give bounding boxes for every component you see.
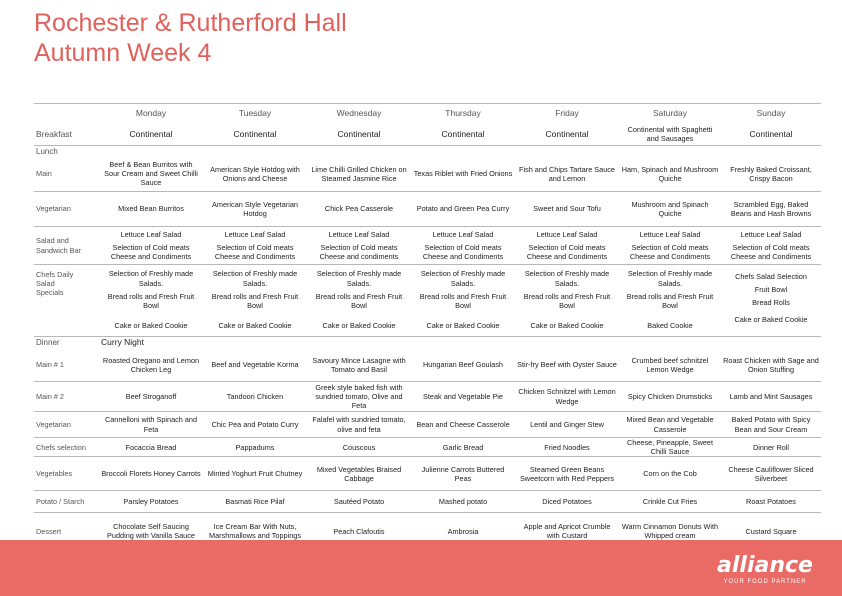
menu-cell: American Style Vegetarian Hotdog <box>203 192 307 227</box>
cell-line: Lettuce Leaf Salad <box>120 229 182 239</box>
cell-line: Bread Rolls <box>752 298 790 308</box>
dinner-main1-row <box>34 349 821 382</box>
menu-cell: Ice Cream Bar With Nuts, Marshmallows and Toppings <box>203 513 307 549</box>
menu-cell: Roast Chicken with Sage and Onion Stuffing <box>723 355 819 374</box>
menu-cell: Beef Stroganoff <box>99 382 203 412</box>
menu-cell: Custard Square <box>721 513 821 549</box>
menu-cell: Cannelloni with Spinach and Feta <box>99 412 203 438</box>
day-header: Monday <box>99 104 203 124</box>
menu-cell: Parsley Potatoes <box>99 491 203 513</box>
cell-line: Selection of Cold meats Cheese and Condiments <box>422 242 504 262</box>
menu-cell <box>515 227 619 265</box>
menu-cell: Lime Chilli Grilled Chicken on Steamed Jasmine Rice <box>311 164 407 183</box>
row-label-line: Salad and <box>36 236 69 246</box>
menu-cell: Crumbed beef schnitzel Lemon Wedge <box>631 355 709 374</box>
cell-line: Bread rolls and Fresh Fruit Bowl <box>626 291 714 310</box>
dinner-main2-row <box>34 382 821 412</box>
cell-line: Selection of Cold meats Cheese and condiments <box>319 242 399 262</box>
row-label: Potato / Starch <box>34 491 99 513</box>
menu-cell: Beef and Vegetable Korma <box>211 360 299 370</box>
day-header: Friday <box>515 104 619 124</box>
cell-line: Fruit Bowl <box>754 285 788 295</box>
menu-cell: Ham, Spinach and Mushroom Quiche <box>621 164 719 183</box>
menu-cell: Continental <box>545 128 589 139</box>
logo-wordmark: alliance <box>717 553 813 578</box>
title-line-1: Rochester & Rutherford Hall <box>34 9 347 37</box>
row-label: Chefs selection <box>34 438 99 457</box>
menu-cell: Tandoori Chicken <box>203 382 307 412</box>
menu-cell: Basmati Rice Pilaf <box>203 491 307 513</box>
menu-cell: Chocolate Self Saucing Pudding with Vanilla Sauce <box>99 513 203 549</box>
lunch-vegetarian-row <box>34 192 821 227</box>
menu-cell: Peach Clafoutis <box>307 513 411 549</box>
cell-line: Selection of Freshly made Salads. <box>524 269 610 288</box>
menu-cell: Ambrosia <box>411 513 515 549</box>
chefs-selection-row <box>34 438 821 457</box>
starch-row <box>34 491 821 513</box>
menu-cell <box>307 265 411 315</box>
menu-cell: Broccoli Florets Honey Carrots <box>99 457 203 491</box>
menu-cell: Focaccia Bread <box>99 438 203 457</box>
menu-cell: Texas Riblet with Fried Onions <box>413 169 513 179</box>
menu-cell: Savoury Mince Lasagne with Tomato and Basil <box>312 355 406 374</box>
menu-cell: Cake or Baked Cookie <box>530 320 604 330</box>
menu-cell: Cake or Baked Cookie <box>114 320 188 330</box>
day-header: Sunday <box>721 104 821 124</box>
row-label-line: Salad <box>36 279 55 289</box>
menu-cell: Scrambled Egg, Baked Beans and Hash Browns <box>721 192 821 227</box>
cell-line: Selection of Freshly made Salads. <box>420 269 506 288</box>
menu-cell: Fried Noodles <box>515 438 619 457</box>
menu-cell: Dinner Roll <box>721 438 821 457</box>
menu-cell: Steamed Green Beans Sweetcorn with Red Peppers <box>515 457 619 491</box>
menu-cell: Diced Potatoes <box>515 491 619 513</box>
menu-cell: Roast Potatoes <box>721 491 821 513</box>
menu-cell: Continental <box>337 128 381 139</box>
menu-cell: Mixed Bean and Vegetable Casserole <box>619 412 721 438</box>
page-title <box>34 8 347 68</box>
day-header-row <box>34 104 821 124</box>
menu-cell: Couscous <box>307 438 411 457</box>
menu-cell: Lamb and Mint Sausages <box>721 382 821 412</box>
cell-line: Lettuce Leaf Salad <box>536 229 598 239</box>
menu-cell: Steak and Vegetable Pie <box>411 382 515 412</box>
dinner-section-row <box>34 337 821 349</box>
cell-line: Bread rolls and Fresh Fruit Bowl <box>211 291 299 310</box>
title-line-2: Autumn Week 4 <box>34 39 212 67</box>
salad-bar-row <box>34 227 821 265</box>
menu-cell <box>307 227 411 265</box>
cell-line: Bread rolls and Fresh Fruit Bowl <box>523 291 611 310</box>
menu-cell: Potato and Green Pea Curry <box>411 192 515 227</box>
cell-line: Lettuce Leaf Salad <box>224 229 286 239</box>
cell-line: Lettuce Leaf Salad <box>740 229 802 239</box>
menu-cell: Continental with Spaghetti and Sausages <box>627 125 713 144</box>
lunch-section-row <box>34 146 821 157</box>
menu-cell: Bean and Cheese Casserole <box>411 412 515 438</box>
row-label <box>34 227 99 265</box>
alliance-logo <box>715 555 815 586</box>
cell-line: Bread rolls and Fresh Fruit Bowl <box>419 291 507 310</box>
menu-cell: American Style Hotdog with Onions and Cheese <box>210 164 300 183</box>
cell-line: Bread rolls and Fresh Fruit Bowl <box>315 291 403 310</box>
menu-cell: Cake or Baked Cookie <box>734 314 808 324</box>
menu-cell: Cake or Baked Cookie <box>322 320 396 330</box>
row-label-line: Sandwich Bar <box>36 245 82 255</box>
cell-line: Selection of Freshly made Salads. <box>108 269 194 288</box>
menu-cell: Mixed Bean Burritos <box>99 192 203 227</box>
menu-cell: Freshly Baked Croissant, Crispy Bacon <box>730 164 812 183</box>
cell-line: Selection of Cold meats Cheese and Condiments <box>526 242 608 262</box>
menu-cell: Falafel with sundried tomato, olive and feta <box>307 412 411 438</box>
menu-cell <box>99 265 203 315</box>
menu-cell: Minted Yoghurt Fruit Chutney <box>203 457 307 491</box>
menu-cell: Sweet and Sour Tofu <box>515 192 619 227</box>
row-label: Vegetarian <box>34 412 99 438</box>
breakfast-row <box>34 124 821 146</box>
menu-cell <box>203 265 307 315</box>
vegetables-row <box>34 457 821 491</box>
menu-cell: Greek style baked fish with sundried tomato, Olive and Feta <box>307 382 411 412</box>
menu-cell: Mashed potato <box>411 491 515 513</box>
cell-line: Selection of Freshly made Salads. <box>316 269 402 288</box>
menu-cell <box>515 265 619 315</box>
row-label: Vegetables <box>34 457 99 491</box>
section-label-lunch: Lunch <box>34 146 821 157</box>
cell-line: Selection of Freshly made Salads. <box>212 269 298 288</box>
menu-cell: Cake or Baked Cookie <box>218 320 292 330</box>
chefs-specials-row <box>34 265 821 315</box>
menu-cell: Lentil and Ginger Stew <box>515 412 619 438</box>
menu-cell: Continental <box>441 128 485 139</box>
menu-cell: Chicken Schnitzel with Lemon Wedge <box>515 382 619 412</box>
menu-cell <box>619 265 721 315</box>
cell-line: Lettuce Leaf Salad <box>328 229 390 239</box>
menu-cell <box>411 265 515 315</box>
menu-cell <box>619 227 721 265</box>
row-label: Dessert <box>34 513 99 549</box>
menu-cell <box>721 265 821 315</box>
menu-cell: Hungarian Beef Goulash <box>423 360 503 370</box>
cell-line: Selection of Cold meats Cheese and Condiments <box>214 242 296 262</box>
menu-cell: Cheese Cauliflower Sliced Silverbeet <box>721 457 821 491</box>
menu-cell: Garlic Bread <box>411 438 515 457</box>
logo-tagline: YOUR FOOD PARTNER <box>723 579 807 585</box>
section-label-dinner: Dinner <box>34 337 99 349</box>
cell-line: Lettuce Leaf Salad <box>432 229 494 239</box>
menu-cell: Cheese, Pineapple, Sweet Chilli Sauce <box>619 438 721 457</box>
menu-cell: Apple and Apricot Crumble with Custard <box>515 513 619 549</box>
menu-cell <box>411 227 515 265</box>
menu-cell: Mushroom and Spinach Quiche <box>619 192 721 227</box>
menu-cell: Beef & Bean Burritos with Sour Cream and Sweet Chilli Sauce <box>104 159 198 188</box>
menu-cell: Continental <box>233 128 277 139</box>
menu-cell: Chick Pea Casserole <box>307 192 411 227</box>
row-label: Breakfast <box>36 128 72 139</box>
menu-cell: Crinkle Cut Fries <box>619 491 721 513</box>
menu-cell <box>99 227 203 265</box>
dinner-vegetarian-row <box>34 412 821 438</box>
menu-cell: Cake or Baked Cookie <box>426 320 500 330</box>
menu-cell: Julienne Carrots Buttered Peas <box>411 457 515 491</box>
row-label: Main # 2 <box>34 382 99 412</box>
cell-line: Selection of Cold meats Cheese and Condiments <box>629 242 711 262</box>
menu-cell: Mixed Vegetables Braised Cabbage <box>307 457 411 491</box>
day-header: Tuesday <box>203 104 307 124</box>
menu-cell: Stir-fry Beef with Oyster Sauce <box>517 360 617 370</box>
cell-line: Selection of Cold meats Cheese and Condiments <box>730 242 812 262</box>
menu-cell: Fish and Chips Tartare Sauce and Lemon <box>519 164 615 183</box>
menu-cell: Roasted Oregano and Lemon Chicken Leg <box>102 355 200 374</box>
row-label-line: Specials <box>36 288 64 298</box>
dinner-theme: Curry Night <box>99 337 821 349</box>
cell-line: Selection of Cold meats Cheese and Condiments <box>110 242 192 262</box>
cell-line: Bread rolls and Fresh Fruit Bowl <box>107 291 195 310</box>
cell-line: Lettuce Leaf Salad <box>639 229 701 239</box>
lunch-main-row <box>34 157 821 192</box>
menu-cell: Chic Pea and Potato Curry <box>203 412 307 438</box>
menu-cell <box>721 227 821 265</box>
corner-cell <box>34 104 99 124</box>
menu-cell: Continental <box>749 128 793 139</box>
menu-cell: Baked Potato with Spicy Bean and Sour Cream <box>721 412 821 438</box>
day-header: Thursday <box>411 104 515 124</box>
menu-cell: Warm Cinnamon Donuts With Whipped cream <box>619 513 721 549</box>
menu-cell: Spicy Chicken Drumsticks <box>619 382 721 412</box>
menu-cell: Baked Cookie <box>647 320 693 330</box>
row-label: Vegetarian <box>34 192 99 227</box>
day-header: Saturday <box>619 104 721 124</box>
day-header: Wednesday <box>307 104 411 124</box>
menu-cell: Sautéed Potato <box>307 491 411 513</box>
menu-cell <box>203 227 307 265</box>
cake-row <box>34 315 821 337</box>
cell-line: Selection of Freshly made Salads. <box>627 269 713 288</box>
menu-cell: Corn on the Cob <box>619 457 721 491</box>
row-label: Main # 1 <box>36 360 64 370</box>
cell-line: Chefs Salad Selection <box>735 271 807 281</box>
menu-table <box>34 103 821 549</box>
menu-cell: Pappadums <box>203 438 307 457</box>
row-label: Main <box>36 169 52 179</box>
row-label <box>34 265 99 337</box>
row-label-line: Chefs Daily <box>36 270 74 279</box>
menu-cell: Continental <box>129 128 173 139</box>
